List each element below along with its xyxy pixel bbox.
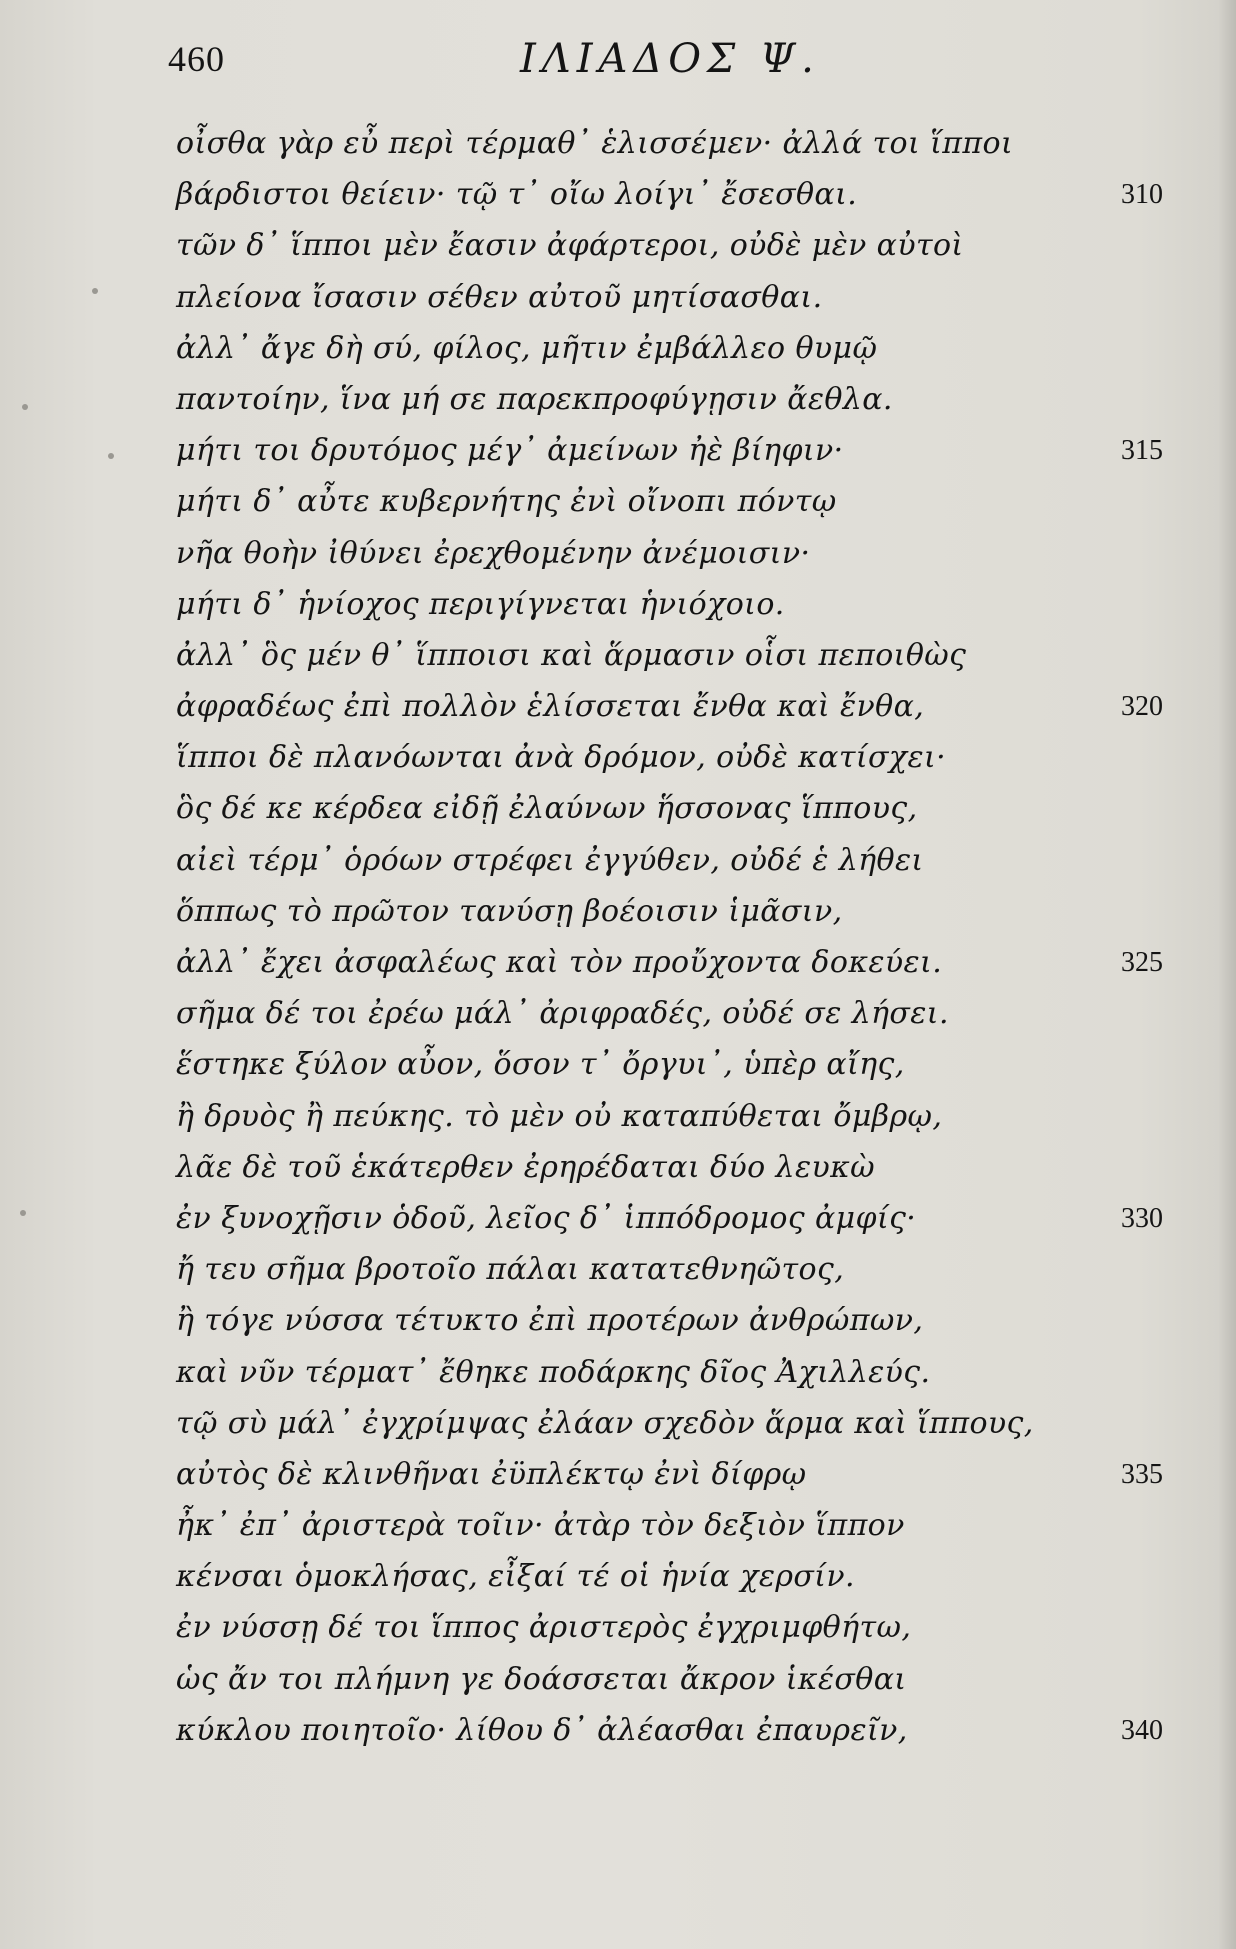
verse-text: ἦκ᾽ ἐπ᾽ ἀριστερὰ τοῖιν· ἀτὰρ τὸν δεξιὸν ἵππον <box>176 1508 905 1544</box>
verse-line <box>176 783 1176 834</box>
verse-line <box>176 1091 1176 1142</box>
running-title: ΙΛΙΑΔΟΣ Ψ. <box>520 36 820 82</box>
verse-line <box>176 1193 1176 1244</box>
verse-line <box>176 1551 1176 1602</box>
verse-text: ἵπποι δὲ πλανόωνται ἀνὰ δρόμον, οὐδὲ κατίσχει· <box>176 740 947 776</box>
verse-line <box>176 528 1176 579</box>
verse-text: ἕστηκε ξύλον αὖον, ὅσον τ᾽ ὄργυι᾽, ὑπὲρ αἴης, <box>176 1047 905 1083</box>
verse-block <box>176 118 1176 1756</box>
verse-line <box>176 988 1176 1039</box>
verse-text: πλείονα ἴσασιν σέθεν αὐτοῦ μητίσασθαι. <box>176 279 823 315</box>
margin-speck <box>108 453 114 459</box>
verse-text: καὶ νῦν τέρματ᾽ ἔθηκε ποδάρκης δῖος Ἀχιλλεύς. <box>176 1354 931 1390</box>
verse-text: κύκλου ποιητοῖο· λίθου δ᾽ ἀλέασθαι ἐπαυρεῖν, <box>176 1712 908 1748</box>
page-header <box>0 20 1236 90</box>
verse-text: αἰεὶ τέρμ᾽ ὁρόων στρέφει ἐγγύθεν, οὐδέ ἑ λήθει <box>176 842 924 878</box>
verse-line <box>176 1500 1176 1551</box>
verse-text: βάρδιστοι θείειν· τῷ τ᾽ οἴω λοίγι᾽ ἔσεσθαι. <box>176 177 858 213</box>
verse-line <box>176 681 1176 732</box>
verse-text: οἶσθα γὰρ εὖ περὶ τέρμαθ᾽ ἑλισσέμεν· ἀλλά τοι ἵπποι <box>176 126 1014 161</box>
verse-text: κένσαι ὁμοκλήσας, εἶξαί τέ οἱ ἡνία χερσίν. <box>176 1559 855 1595</box>
verse-text: ἐν ξυνοχῇσιν ὁδοῦ, λεῖος δ᾽ ἱππόδρομος ἀμφίς· <box>176 1200 917 1236</box>
margin-speck <box>22 404 28 410</box>
verse-text: μήτι τοι δρυτόμος μέγ᾽ ἀμείνων ἠὲ βίηφιν· <box>176 433 844 469</box>
verse-text: ὅππως τὸ πρῶτον τανύσῃ βοέοισιν ἱμᾶσιν, <box>176 893 843 929</box>
line-number: 315 <box>1121 435 1163 467</box>
verse-text: ὃς δέ κε κέρδεα εἰδῇ ἐλαύνων ἥσσονας ἵππους, <box>176 791 918 827</box>
verse-line <box>176 374 1176 425</box>
margin-speck <box>20 1210 26 1216</box>
margin-speck <box>92 288 98 294</box>
line-number: 330 <box>1121 1202 1163 1234</box>
verse-line <box>176 886 1176 937</box>
verse-text: ἀφραδέως ἐπὶ πολλὸν ἑλίσσεται ἔνθα καὶ ἔνθα, <box>176 689 925 725</box>
verse-text: ἀλλ᾽ ἔχει ἀσφαλέως καὶ τὸν προὔχοντα δοκεύει. <box>176 945 943 980</box>
verse-text: παντοίην, ἵνα μή σε παρεκπροφύγῃσιν ἄεθλα. <box>176 381 893 417</box>
verse-line <box>176 732 1176 783</box>
line-number: 310 <box>1121 179 1163 211</box>
verse-text: σῆμα δέ τοι ἐρέω μάλ᾽ ἀριφραδές, οὐδέ σε λήσει. <box>176 996 949 1032</box>
verse-text: μήτι δ᾽ ἡνίοχος περιγίγνεται ἡνιόχοιο. <box>176 586 785 622</box>
verse-line <box>176 425 1176 476</box>
verse-text: τῶν δ᾽ ἵπποι μὲν ἔασιν ἀφάρτεροι, οὐδὲ μὲν αὐτοὶ <box>176 228 964 264</box>
verse-line <box>176 1295 1176 1346</box>
verse-line <box>176 1705 1176 1756</box>
verse-text: λᾶε δὲ τοῦ ἑκάτερθεν ἐρηρέδαται δύο λευκὼ <box>176 1149 876 1185</box>
verse-line <box>176 323 1176 374</box>
verse-text: ἤ τευ σῆμα βροτοῖο πάλαι κατατεθνηῶτος, <box>176 1252 845 1288</box>
line-number: 325 <box>1121 947 1163 978</box>
verse-text: νῆα θοὴν ἰθύνει ἐρεχθομένην ἀνέμοισιν· <box>176 535 811 571</box>
verse-text: ἀλλ᾽ ὃς μέν θ᾽ ἵπποισι καὶ ἅρμασιν οἷσι πεποιθὼς <box>176 637 967 673</box>
verse-line <box>176 476 1176 527</box>
verse-text: ὡς ἄν τοι πλήμνη γε δοάσσεται ἄκρον ἱκέσθαι <box>176 1661 907 1697</box>
verse-line <box>176 118 1176 169</box>
verse-line <box>176 1398 1176 1449</box>
verse-text: ἢ δρυὸς ἢ πεύκης. τὸ μὲν οὐ καταπύθεται ὄμβρῳ, <box>176 1098 943 1134</box>
verse-text: τῷ σὺ μάλ᾽ ἐγχρίμψας ἐλάαν σχεδὸν ἅρμα καὶ ἵππους, <box>176 1405 1034 1441</box>
verse-line <box>176 579 1176 630</box>
verse-line <box>176 937 1176 988</box>
verse-line <box>176 630 1176 681</box>
page-edge-shadow <box>1218 0 1236 1949</box>
verse-line <box>176 1039 1176 1090</box>
verse-line <box>176 1654 1176 1705</box>
verse-line <box>176 169 1176 220</box>
verse-text: ἢ τόγε νύσσα τέτυκτο ἐπὶ προτέρων ἀνθρώπων, <box>176 1303 924 1339</box>
verse-line <box>176 1602 1176 1653</box>
verse-line <box>176 1449 1176 1500</box>
verse-text: ἀλλ᾽ ἄγε δὴ σύ, φίλος, μῆτιν ἐμβάλλεο θυμῷ <box>176 330 878 366</box>
verse-line <box>176 272 1176 323</box>
verse-line <box>176 835 1176 886</box>
verse-text: μήτι δ᾽ αὖτε κυβερνήτης ἐνὶ οἴνοπι πόντῳ <box>176 484 837 520</box>
line-number: 335 <box>1121 1458 1163 1490</box>
verse-line <box>176 1244 1176 1295</box>
verse-text: ἐν νύσσῃ δέ τοι ἵππος ἀριστερὸς ἐγχριμφθήτω, <box>176 1610 912 1646</box>
line-number: 320 <box>1121 691 1163 723</box>
verse-line <box>176 1347 1176 1398</box>
verse-line <box>176 220 1176 271</box>
verse-line <box>176 1142 1176 1193</box>
page-number: 460 <box>168 39 225 79</box>
verse-text: αὐτὸς δὲ κλινθῆναι ἐϋπλέκτῳ ἐνὶ δίφρῳ <box>176 1456 807 1492</box>
line-number: 340 <box>1121 1714 1163 1746</box>
